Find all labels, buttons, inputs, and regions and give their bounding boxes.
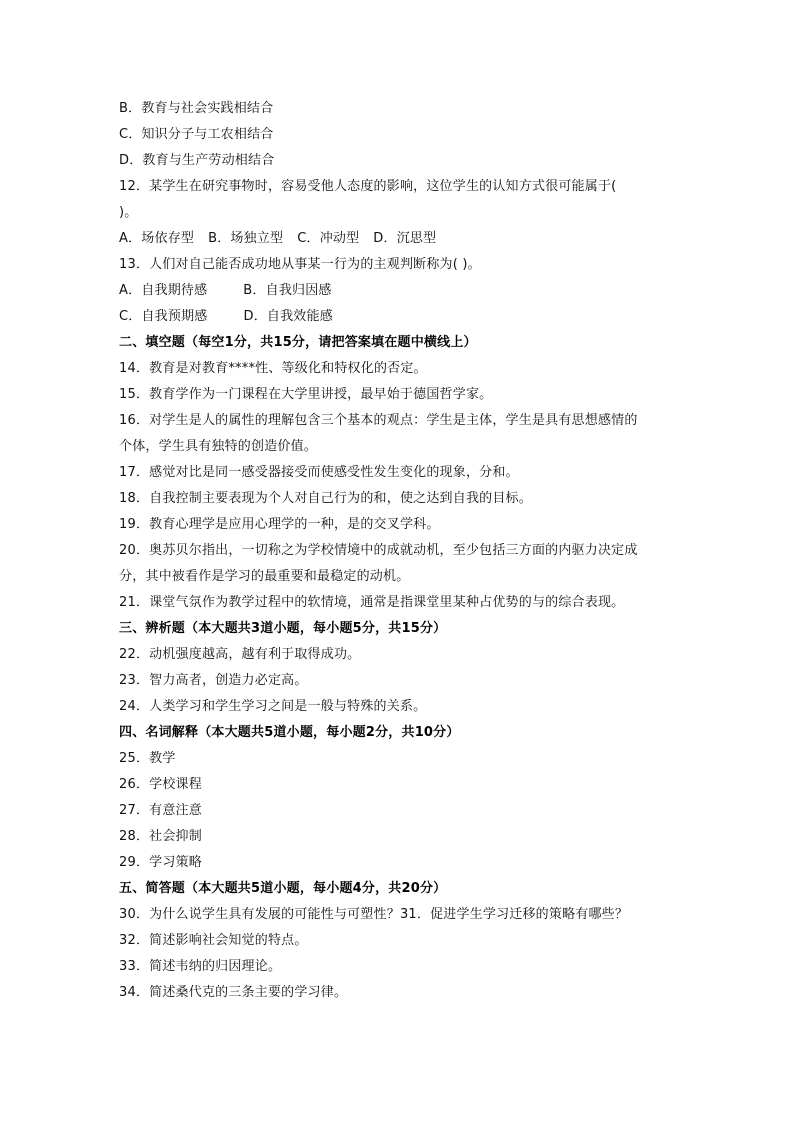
- option-d: D．自我效能感: [243, 309, 333, 324]
- question-20-continued: 分，其中被看作是学习的最重要和最稳定的动机。: [119, 569, 410, 584]
- question-33: 33．简述韦纳的归因理论。: [119, 959, 282, 974]
- question-24: 24．人类学习和学生学习之间是一般与特殊的关系。: [119, 699, 427, 714]
- question-15: 15．教育学作为一门课程在大学里讲授，最早始于德国哲学家。: [119, 387, 493, 402]
- option-b-line: B．教育与社会实践相结合: [119, 101, 274, 116]
- question-29: 29．学习策略: [119, 855, 202, 870]
- question-32: 32．简述影响社会知觉的特点。: [119, 933, 308, 948]
- option-c-line: C．知识分子与工农相结合: [119, 127, 274, 142]
- section-heading-fill-in: 二、填空题（每空1分，共15分，请把答案填在题中横线上）: [119, 335, 477, 350]
- option-d-line: D．教育与生产劳动相结合: [119, 153, 275, 168]
- question-12-continued: )。: [119, 205, 138, 220]
- option-b: B．自我归因感: [243, 283, 332, 298]
- question-28: 28．社会抑制: [119, 829, 202, 844]
- section-heading-terms: 四、名词解释（本大题共5道小题，每小题2分，共10分）: [119, 725, 460, 740]
- question-12: 12．某学生在研究事物时，容易受他人态度的影响，这位学生的认知方式很可能属于(: [119, 179, 617, 194]
- question-16-continued: 个体，学生具有独特的创造价值。: [119, 439, 318, 454]
- question-23: 23．智力高者，创造力必定高。: [119, 673, 308, 688]
- question-20: 20．奥苏贝尔指出，一切称之为学校情境中的成就动机，至少包括三方面的内驱力决定成: [119, 543, 638, 558]
- question-13-options-row2: [119, 304, 679, 330]
- question-13-options-row1: [119, 278, 679, 304]
- option-c: C．冲动型: [297, 231, 360, 246]
- document-body: [119, 96, 679, 1006]
- question-26: 26．学校课程: [119, 777, 202, 792]
- question-30-31: 30．为什么说学生具有发展的可能性与可塑性？31．促进学生学习迁移的策略有哪些？: [119, 907, 629, 922]
- question-14: 14．教育是对教育****性、等级化和特权化的否定。: [119, 361, 427, 376]
- question-34: 34．简述桑代克的三条主要的学习律。: [119, 985, 348, 1000]
- question-19: 19．教育心理学是应用心理学的一种，是的交叉学科。: [119, 517, 440, 532]
- question-27: 27．有意注意: [119, 803, 202, 818]
- section-heading-short-answer: 五、简答题（本大题共5道小题，每小题4分，共20分）: [119, 881, 447, 896]
- option-b: B．场独立型: [208, 231, 284, 246]
- question-21: 21．课堂气氛作为教学过程中的软情境，通常是指课堂里某种占优势的与的综合表现。: [119, 595, 625, 610]
- option-c: C．自我预期感: [119, 309, 208, 324]
- question-25: 25．教学: [119, 751, 176, 766]
- question-16: 16．对学生是人的属性的理解包含三个基本的观点：学生是主体，学生是具有思想感情的: [119, 413, 638, 428]
- question-17: 17．感觉对比是同一感受器接受而使感受性发生变化的现象，分和。: [119, 465, 519, 480]
- question-18: 18．自我控制主要表现为个人对自己行为的和，使之达到自我的目标。: [119, 491, 532, 506]
- option-d: D．沉思型: [373, 231, 437, 246]
- option-a: A．自我期待感: [119, 283, 208, 298]
- question-13: 13．人们对自己能否成功地从事某一行为的主观判断称为( )。: [119, 257, 481, 272]
- option-a: A．场依存型: [119, 231, 195, 246]
- question-22: 22．动机强度越高，越有利于取得成功。: [119, 647, 361, 662]
- question-12-options: [119, 226, 679, 252]
- section-heading-analysis: 三、辨析题（本大题共3道小题，每小题5分，共15分）: [119, 621, 447, 636]
